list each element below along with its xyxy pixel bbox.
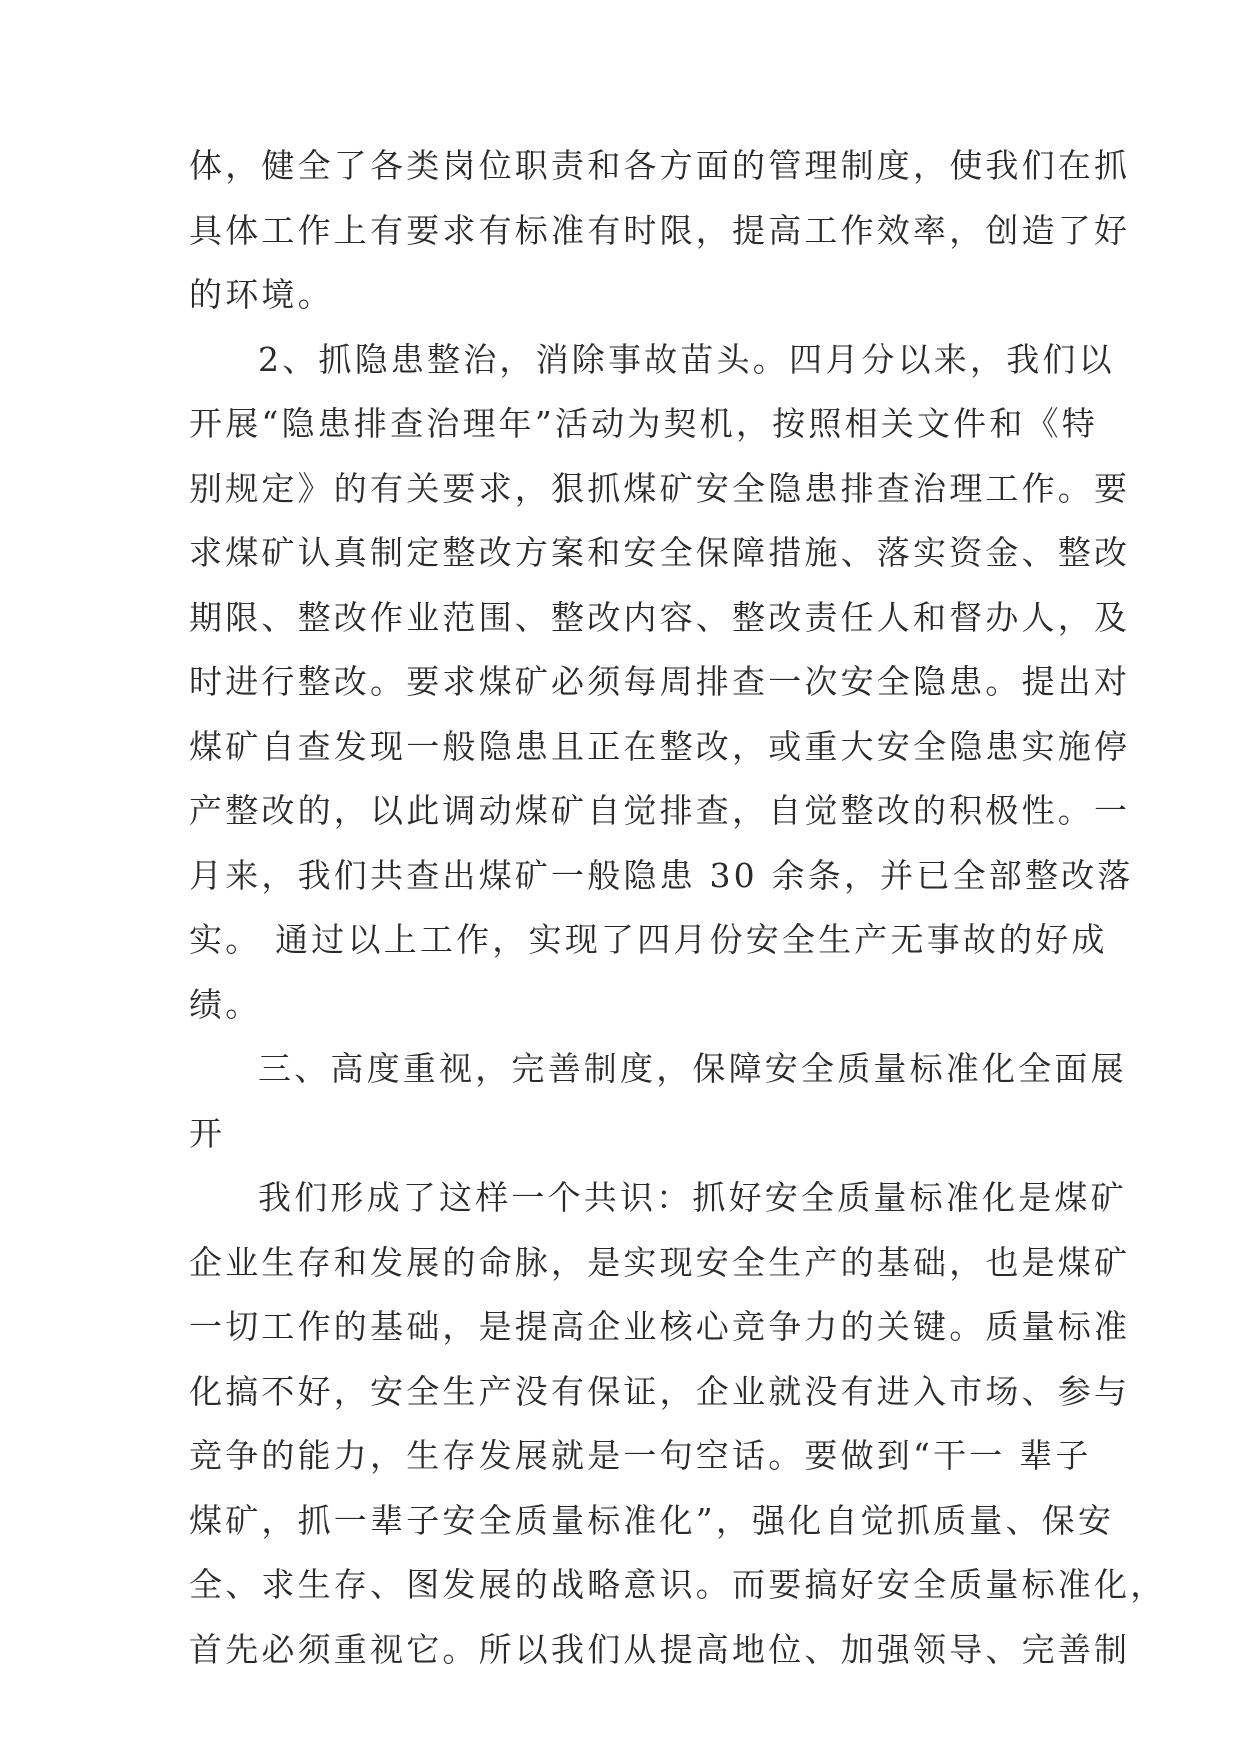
text-line: 绩。 [189, 984, 262, 1024]
text-line: 开展“隐患排查治理年”活动为契机，按照相关文件和《特 [189, 404, 1098, 443]
text-line: 化搞不好，安全生产没有保证，企业就没有进入市场、参与 [189, 1371, 1131, 1411]
paragraph-first-line: 2、抓隐患整治，消除事故苗头。四月分以来，我们以 [258, 339, 1115, 379]
text-line: 实。 通过以上工作，实现了四月份安全生产无事故的好成 [189, 920, 1108, 959]
text-line: 煤矿，抓一辈子安全质量标准化”，强化自觉抓质量、保安 [189, 1500, 1115, 1540]
paragraph-first-line: 我们形成了这样一个共识：抓好安全质量标准化是煤矿 [258, 1178, 1127, 1217]
text-line: 一切工作的基础，是提高企业核心竞争力的关键。质量标准 [189, 1307, 1131, 1346]
text-line: 别规定》的有关要求，狠抓煤矿安全隐患排查治理工作。要 [189, 468, 1131, 508]
section-heading: 三、高度重视，完善制度，保障安全质量标准化全面展 [258, 1049, 1127, 1088]
section-heading-continued: 开 [189, 1113, 226, 1153]
text-line: 求煤矿认真制定整改方案和安全保障措施、落实资金、整改 [189, 533, 1131, 572]
text-line: 产整改的，以此调动煤矿自觉排查，自觉整改的积极性。一 [189, 791, 1131, 830]
text-line: 具体工作上有要求有标准有时限，提高工作效率，创造了好 [189, 210, 1131, 250]
text-line: 全、求生存、图发展的战略意识。而要搞好安全质量标准化， [189, 1565, 1167, 1604]
text-line: 月来，我们共查出煤矿一般隐患 30 余条，并已全部整改落 [189, 855, 1134, 895]
text-line: 体，健全了各类岗位职责和各方面的管理制度，使我们在抓 [189, 146, 1131, 185]
text-line: 竞争的能力，生存发展就是一句空话。要做到“干一 辈子 [189, 1436, 1092, 1475]
text-line: 企业生存和发展的命脉，是实现安全生产的基础，也是煤矿 [189, 1242, 1131, 1282]
text-line: 的环境。 [189, 275, 334, 314]
text-line: 煤矿自查发现一般隐患且正在整改，或重大安全隐患实施停 [189, 726, 1131, 766]
text-line: 期限、整改作业范围、整改内容、整改责任人和督办人，及 [189, 597, 1131, 637]
text-line: 首先必须重视它。所以我们从提高地位、加强领导、完善制 [189, 1629, 1131, 1669]
text-line: 时进行整改。要求煤矿必须每周排查一次安全隐患。提出对 [189, 662, 1131, 701]
